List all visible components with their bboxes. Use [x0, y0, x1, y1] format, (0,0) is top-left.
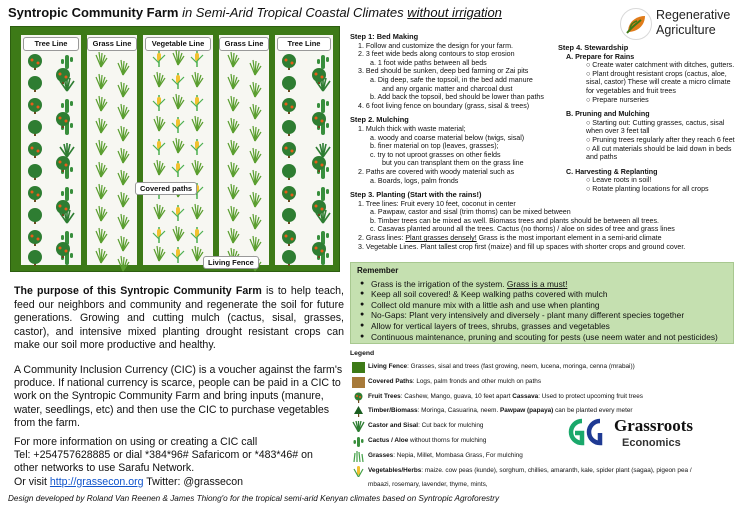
contact-line1: For more information on using or creating a CIC call: [14, 436, 258, 448]
legend-text: without thorns for mulching: [408, 436, 487, 444]
grass-icon: [250, 104, 261, 119]
title-bold: Syntropic Community Farm: [8, 5, 179, 20]
lane-label-vegetable-line: Vegetable Line: [145, 37, 211, 51]
grass-icon: [118, 192, 129, 207]
grass-icon: [173, 138, 184, 153]
step4-b-heading: B. Pruning and Mulching: [566, 110, 650, 119]
grass-icon: [96, 184, 107, 199]
grass-icon: [192, 204, 203, 219]
fruit-tree-icon: [282, 230, 296, 246]
remember-item: ● No-Gaps: Plant very intensively and diversely - plant many different species together: [357, 310, 727, 321]
step4-b-item-text: All cut materials should be laid down in beds and paths: [586, 144, 732, 162]
cactus-icon: [317, 55, 329, 69]
cactus-icon: [352, 436, 365, 447]
tree-icon: [28, 120, 42, 136]
grass-icon: [228, 52, 239, 67]
legend-text: can be planted every meter: [553, 407, 633, 415]
legend-bold: Cassava: [512, 392, 539, 400]
sisal-icon: [352, 421, 365, 432]
grass-icon: [192, 116, 203, 131]
remember-heading: Remember: [357, 266, 399, 275]
visit-text: Or visit: [14, 475, 50, 488]
twitter-text: Twitter: @grassecon: [143, 475, 244, 488]
step3-item: c. Casavas planted around all the trees. Cactus (no thorns) / aloe on sides of tree and grass lines: [370, 225, 675, 234]
maize-icon: [172, 73, 184, 89]
step4-heading: Step 4. Stewardship: [558, 43, 629, 52]
remember-item: ● Collect old manure mix with a little ash and use when planting: [357, 300, 727, 311]
step2-item: but you can transplant them on the grass line: [382, 159, 524, 168]
legend-bold: Fruit Trees: [368, 392, 401, 400]
step4-a-item-text: Prepare nurseries: [592, 95, 649, 104]
legend-bold: Castor and Sisal: [368, 422, 419, 430]
tree-icon: [282, 250, 296, 266]
fruit-tree-icon: [28, 98, 42, 114]
contact-block: [14, 436, 344, 489]
title-underlined: without irrigation: [407, 5, 502, 20]
step2-item: 2. Paths are covered with woody material such as: [358, 167, 515, 176]
maize-icon: [172, 161, 184, 177]
step4-c-item: ○ Leave roots in soil!: [586, 176, 652, 185]
legend-row-vegetables: [350, 464, 734, 479]
step2-item: a. woody and coarse material below (twigs, sisal): [370, 133, 525, 142]
grass-icon: [250, 214, 261, 229]
grass-icon: [250, 82, 261, 97]
grass-icon: [118, 82, 129, 97]
legend-bold: Timber/Biomass: [368, 407, 418, 415]
remember-box: [350, 262, 734, 344]
tree-icon: [28, 250, 42, 266]
tree-icon: [282, 76, 296, 92]
step3-grass-item: [350, 234, 690, 243]
grass-icon: [154, 116, 165, 131]
title-italic: in Semi-Arid Tropical Coastal Climates: [178, 5, 408, 20]
grass-icon: [118, 104, 129, 119]
step4-c-item: ○ Rotate planting locations for all crops: [586, 184, 709, 193]
grassroots-economics-logo: [562, 413, 732, 453]
maize-icon: [172, 117, 184, 133]
grass-icon: [118, 256, 129, 271]
grass-icon: [118, 126, 129, 141]
step4-c-heading: C. Harvesting & Replanting: [566, 167, 658, 176]
green-square-icon: [352, 362, 365, 373]
fruit-tree-icon: [56, 200, 70, 216]
step1-item: a. Dig deep, safe the topsoil, in the bed add manure: [370, 75, 533, 84]
fruit-tree-icon: [312, 68, 326, 84]
grassecon-link[interactable]: http://grassecon.org: [49, 475, 144, 488]
grass-icon: [96, 52, 107, 67]
remember-item: ● Keep all soil covered! & Keep walking paths covered with mulch: [357, 289, 727, 300]
grass-icon: [250, 148, 261, 163]
sisal-icon: [60, 143, 74, 157]
legend-row-living-fence: [350, 360, 734, 375]
contact-line4: [14, 476, 344, 489]
grassroots-line2: Economics: [622, 437, 681, 449]
step1-item: 1. Follow and customize the design for your farm.: [358, 41, 513, 50]
ge-logo-icon: [562, 415, 606, 449]
logo-line2: Agriculture: [656, 23, 716, 37]
maize-icon: [352, 466, 365, 477]
grass-icon: [173, 50, 184, 65]
step2-item: c. try to not uproot grasses on other fields: [370, 150, 501, 159]
step3-item: b. Timber trees can be mixed as well. Biomass trees and plants should be between all trees.: [370, 216, 660, 225]
grass-icon: [250, 236, 261, 251]
fruit-tree-icon: [282, 54, 296, 70]
step1-heading: Step 1: Bed Making: [350, 32, 419, 41]
tree-icon: [282, 164, 296, 180]
step4-b-item-text: Pruning trees regularly after they reach 6 feet: [592, 135, 735, 144]
step3-item: 1. Tree lines: Fruit every 10 feet, coconut in center: [358, 199, 516, 208]
regenerative-agriculture-logo: [620, 6, 736, 46]
legend-text: : maize. cow peas (kunde), sorghum, chillies, amaranth, kale, spider plant (sagaa), pigeon pea /: [421, 466, 692, 474]
legend-text: : Grasses, sisal and trees (fast growing, neem, lucena, moringa, cenna (mrabai)): [407, 363, 635, 370]
legend-bold: Vegetables/Herbs: [368, 466, 422, 474]
maize-icon: [191, 95, 203, 111]
step1-item: 2. 3 feet wide beds along contours to stop erosion: [358, 50, 515, 59]
step2-item: b. finer material on top (leaves, grasses);: [370, 142, 499, 151]
step4-a-item-text: Create water catchment with ditches, gutters.: [592, 61, 735, 70]
grass-icon: [173, 94, 184, 109]
grass-icon: [228, 118, 239, 133]
cactus-icon: [61, 187, 73, 201]
grass-icon: [118, 236, 129, 251]
footer-credit: Design developed by Roland Van Reenen & James Thiong'o for the tropical semi-arid Kenyan climates based on Syntropic Agroforestry: [8, 494, 500, 503]
leaf-logo-icon: [620, 8, 652, 40]
remember-item: ● Continuous maintenance, pruning and scouting for pests (use neem water and not pesticides): [357, 332, 727, 343]
legend-text: : Logs, palm fronds and other mulch on paths: [412, 377, 542, 385]
step3-heading: Step 3. Planting (Start with the rains!): [350, 190, 482, 200]
page-title: [8, 5, 502, 20]
grass-icon: [96, 248, 107, 263]
maize-icon: [153, 227, 165, 243]
grass-prefix: 2. Grass lines:: [358, 234, 406, 243]
brown-square-icon: [352, 377, 365, 388]
legend-bold: Grasses: [368, 451, 394, 459]
step3-item: 3. Vegetable Lines. Plant tallest crop first (maize) and fill up spaces with shorter crops and ground cover.: [358, 242, 686, 251]
step1-item: and any organic matter and charcoal dust: [382, 84, 513, 93]
lane-label-tree-line: Tree Line: [23, 37, 79, 51]
step4-b-item: ○ Starting out: Cutting grasses, cactus, sisal when over 3 feet tall: [586, 118, 725, 136]
farm-diagram: [10, 26, 340, 272]
grass-icon: [228, 206, 239, 221]
step4-a-item: ○ Plant drought resistant crops (cactus, aloe, sisal, castor) These will create a micro climate for vegetables and fruit trees: [586, 69, 731, 95]
step1-item: 3. Bed should be sunken, deep bed farming or Zai pits: [358, 67, 529, 76]
step4-c-item-text: Leave roots in soil!: [592, 176, 652, 185]
fruit-tree-icon: [28, 54, 42, 70]
grass-icon: [96, 140, 107, 155]
tree-icon: [282, 208, 296, 224]
contact-line2: Tel: +254757628885 or dial *384*96# Safaricom or *483*46# on: [14, 449, 313, 462]
lane-label-grass-line-right: Grass Line: [219, 37, 269, 51]
step4-a-heading: A. Prepare for Rains: [566, 52, 635, 61]
maize-icon: [191, 139, 203, 155]
remember-item: [357, 279, 727, 290]
maize-icon: [191, 227, 203, 243]
step4-column: [558, 44, 738, 194]
maize-icon: [153, 51, 165, 67]
step2-heading: Step 2. Mulching: [350, 115, 409, 125]
grass-icon: [228, 228, 239, 243]
tree-icon: [28, 76, 42, 92]
maize-icon: [153, 95, 165, 111]
legend-row-vegetables-cont: [350, 478, 734, 493]
step2-item: a. Boards, logs, palm fronds: [370, 176, 459, 185]
grass-icon: [250, 170, 261, 185]
timber-tree-icon: [352, 406, 365, 417]
covered-paths-label: Covered paths: [135, 182, 197, 195]
step4-a-item-text: Plant drought resistant crops (cactus, aloe, sisal, castor) These will create a micro climate for vegetables and fruit trees: [586, 69, 731, 95]
legend-text: : Used to protect upcoming fruit trees: [538, 392, 643, 400]
remember-item: ● Allow for vertical layers of trees, shrubs, grasses and vegetables: [357, 321, 727, 332]
legend-text: : Cut back for mulching: [418, 422, 484, 430]
step4-b-item-text: Starting out: Cutting grasses, cactus, sisal when over 3 feet tall: [586, 118, 725, 136]
grass-icon: [192, 246, 203, 261]
step4-a-item: ○ Prepare nurseries: [586, 95, 649, 104]
legend-row-fruit-trees: [350, 390, 734, 405]
cactus-icon: [317, 187, 329, 201]
grass-icon: [118, 148, 129, 163]
grass-icon: [96, 162, 107, 177]
tree-icon: [28, 164, 42, 180]
lane-label-tree-line-right: Tree Line: [277, 37, 331, 51]
grass-icon: [173, 226, 184, 241]
step4-c-item-text: Rotate planting locations for all crops: [592, 184, 709, 193]
contact-line3: other networks to use Sarafu Network.: [14, 462, 195, 475]
cic-paragraph: A Community Inclusion Currency (CIC) is a voucher against the farm's produce. If national currency is scarce, people can be paid in a CIC to work on the Syntropic Community Farm and bring inputs (manure, water, seedlings, etc) and then use the CIC to purchase vegetables from the farm.: [14, 364, 343, 429]
purpose-paragraph: [14, 285, 344, 353]
fruit-tree-icon: [28, 142, 42, 158]
grass-icon: [96, 228, 107, 243]
grass-icon: [250, 126, 261, 141]
fruit-tree-icon: [282, 142, 296, 158]
plants-layer: [11, 27, 341, 273]
grass-icon: [154, 204, 165, 219]
legend-text: : Nepia, Millet, Mombasa Grass, For mulching: [393, 451, 523, 459]
legend-bold: Cactus / Aloe: [368, 436, 409, 444]
grass-icon: [118, 170, 129, 185]
grass-icon: [250, 192, 261, 207]
grassroots-line1: Grassroots: [614, 416, 694, 435]
grass-icon: [228, 74, 239, 89]
step4-b-item: ○ Pruning trees regularly after they reach 6 feet: [586, 135, 735, 144]
step1-item: a. 1 foot wide paths between all beds: [370, 58, 487, 67]
maize-icon: [172, 205, 184, 221]
tree-icon: [282, 120, 296, 136]
grass-icon: [154, 72, 165, 87]
maize-icon: [172, 247, 184, 263]
fruit-tree-icon: [312, 200, 326, 216]
legend-bold: Living Fence: [368, 363, 408, 370]
step1-item: b. Add back the topsoil, bed should be lower than paths: [370, 93, 544, 102]
logo-line1: Regenerative: [656, 8, 731, 22]
cactus-icon: [61, 99, 73, 113]
purpose-rest: is to help teach, feed our neighbors and community and regenerate the soil for future generations. Growing and cutting mulch (cactus, sisal, grasses, castor), and intensive mixed planting drought resistant crops can make our soil more productive and healthy.: [14, 285, 344, 351]
tree-icon: [28, 208, 42, 224]
grass-icon: [154, 160, 165, 175]
step4-a-item: ○ Create water catchment with ditches, gutters.: [586, 61, 735, 70]
grass-icon: [228, 96, 239, 111]
grass-icon: [96, 118, 107, 133]
living-fence-label: Living Fence: [203, 256, 259, 269]
grass-icon: [96, 96, 107, 111]
cactus-icon: [61, 55, 73, 69]
grass-icon: [96, 74, 107, 89]
legend-bold: Pawpaw (papaya): [500, 407, 554, 415]
remember-first-underlined: Grass is a must!: [506, 278, 568, 289]
lane-label-grass-line: Grass Line: [87, 37, 137, 51]
grass-icon: [118, 214, 129, 229]
grass-underlined: Plant grasses densely!: [405, 234, 477, 243]
grass-icon: [192, 72, 203, 87]
grass-rest: Grass is the most important element in a semi-arid climate: [476, 234, 662, 243]
fruit-tree-icon: [352, 392, 365, 403]
step2-item: 1. Mulch thick with waste material;: [358, 124, 466, 133]
grass-icon: [228, 162, 239, 177]
maize-icon: [191, 51, 203, 67]
legend-row-covered-paths: [350, 375, 734, 390]
legend-bold: Covered Paths: [368, 377, 413, 385]
step4-b-item: ○ All cut materials should be laid down in beds and paths: [586, 144, 732, 162]
maize-icon: [153, 139, 165, 155]
cactus-icon: [317, 99, 329, 113]
step3-item: a. Pawpaw, castor and sisal (trim thorns) can be mixed between: [370, 208, 571, 217]
grass-icon: [352, 451, 365, 462]
step1-item: 4. 6 foot living fence on boundary (grass, sisal & trees): [358, 101, 530, 110]
grass-icon: [228, 184, 239, 199]
fruit-tree-icon: [28, 230, 42, 246]
grass-icon: [192, 160, 203, 175]
legend-text: : Cashew, Mango, guava, 10 feet apart: [400, 392, 513, 400]
fruit-tree-icon: [28, 186, 42, 202]
fruit-tree-icon: [282, 186, 296, 202]
legend-text: : Moringa, Casuarina, neem.: [417, 407, 501, 415]
grass-icon: [250, 60, 261, 75]
sisal-icon: [316, 143, 330, 157]
purpose-bold: The purpose of this Syntropic Community Farm: [14, 285, 262, 297]
remember-first-prefix: Grass is the irrigation of the system.: [371, 278, 507, 289]
grass-icon: [118, 60, 129, 75]
grass-icon: [154, 246, 165, 261]
fruit-tree-icon: [56, 68, 70, 84]
legend-heading: Legend: [350, 350, 375, 357]
grass-icon: [228, 140, 239, 155]
grass-icon: [96, 206, 107, 221]
legend-text: mbaazi, rosemary, lavender, thyme, mints,: [368, 481, 488, 489]
fruit-tree-icon: [282, 98, 296, 114]
